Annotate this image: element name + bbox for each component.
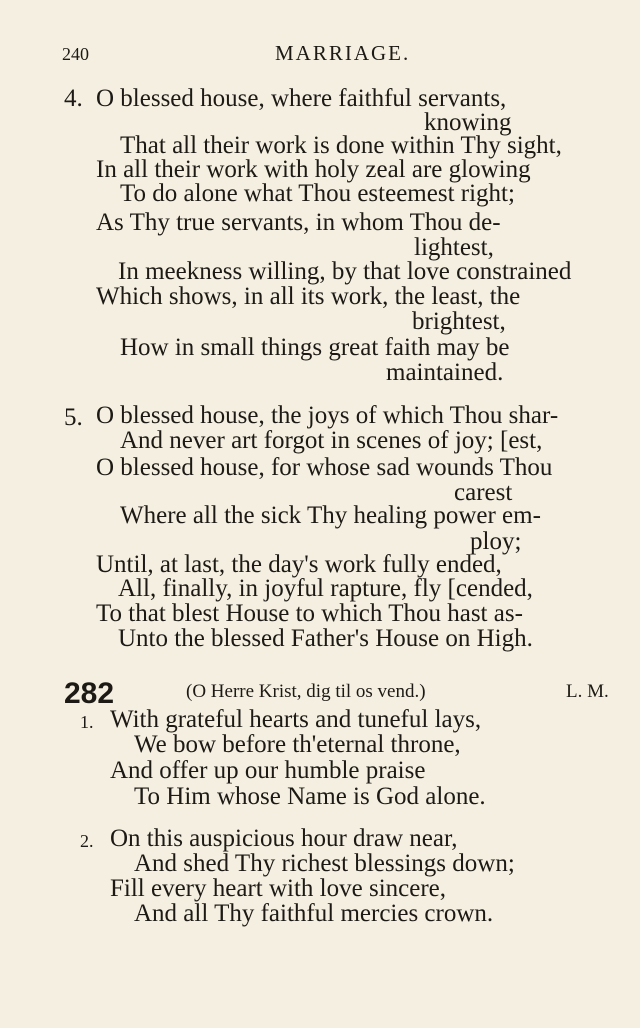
verse-line: Which shows, in all its work, the least, the [96, 283, 521, 310]
verse-line: With grateful hearts and tuneful lays, [110, 706, 482, 733]
verse-line: Fill every heart with love sincere, [110, 875, 446, 902]
verse-line: To Him whose Name is God alone. [134, 783, 486, 810]
verse-line: ploy; [470, 528, 522, 555]
verse-line: O blessed house, the joys of which Thou shar- [96, 402, 559, 429]
verse-line: Unto the blessed Father's House on High. [118, 625, 533, 652]
verse-line: In meekness willing, by that love constrained [118, 258, 572, 285]
stanza-number: 1. [80, 712, 94, 732]
verse-line: lightest, [414, 234, 494, 261]
page-number: 240 [62, 44, 89, 64]
verse-line: maintained. [386, 359, 504, 386]
verse-line: In all their work with holy zeal are glowing [96, 156, 531, 183]
verse-line: brightest, [412, 308, 506, 335]
verse-line: On this auspicious hour draw near, [110, 825, 458, 852]
stanza-number: 4. [64, 85, 83, 112]
verse-line: To that blest House to which Thou hast as- [96, 600, 523, 627]
tune-name: (O Herre Krist, dig til os vend.) [186, 681, 426, 702]
verse-line: And never art forgot in scenes of joy; [est, [120, 427, 543, 454]
hymn-number: 282 [64, 677, 115, 710]
verse-line: And shed Thy richest blessings down; [134, 850, 515, 877]
verse-line: Until, at last, the day's work fully ended, [96, 551, 502, 578]
verse-line: knowing [424, 109, 512, 136]
verse-line: And all Thy faithful mercies crown. [134, 900, 494, 927]
verse-line: And offer up our humble praise [110, 757, 426, 784]
verse-line: O blessed house, for whose sad wounds Thou [96, 454, 553, 481]
stanza-number: 5. [64, 404, 83, 431]
verse-line: As Thy true servants, in whom Thou de- [96, 209, 501, 236]
verse-line: Where all the sick Thy healing power em- [120, 502, 541, 529]
meter: L. M. [566, 681, 609, 702]
verse-line: To do alone what Thou esteemest right; [120, 180, 515, 207]
running-title: MARRIAGE. [275, 41, 411, 65]
verse-line: All, finally, in joyful rapture, fly [cended, [118, 575, 533, 602]
verse-line: carest [454, 479, 513, 506]
stanza-number: 2. [80, 831, 94, 851]
verse-line: We bow before th'eternal throne, [134, 731, 461, 758]
verse-line: O blessed house, where faithful servants, [96, 85, 507, 112]
verse-line: That all their work is done within Thy sight, [120, 132, 562, 159]
verse-line: How in small things great faith may be [120, 334, 510, 361]
